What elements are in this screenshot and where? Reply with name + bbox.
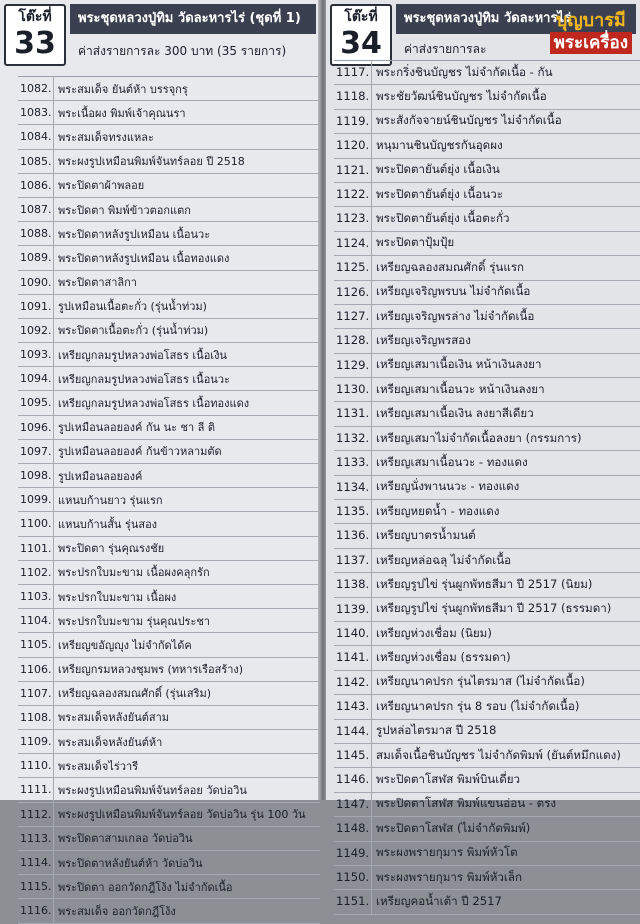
item-description: พระปิดตาโสฬส พิมพ์แขนอ่อน - ตรง [376,796,557,811]
item-number: 1097. [18,440,54,463]
item-description: หนุมานชินบัญชรกันอุดผง [376,137,503,152]
list-item [334,378,640,402]
item-description: พระปิดตาโสฬส พิมพ์บินเดี่ยว [376,772,521,787]
item-description: เหรียญหยดน้ำ - ทองแดง [376,503,500,518]
item-number: 1095. [18,391,54,414]
list-item [334,573,640,597]
list-item [334,720,640,744]
list-item [334,232,640,256]
item-description: พระปิดตาผ้าพลอย [58,179,145,193]
list-item [18,561,320,585]
table-number-badge-33 [4,4,66,66]
item-description: พระสังกัจจายน์ชินบัญชร ไม่จำกัดเนื้อ [376,113,562,128]
item-number: 1137. [334,549,372,572]
item-number: 1082. [18,77,54,100]
item-number: 1149. [334,842,372,865]
item-description: พระปิดตาปุ้มปุ้ย [376,235,455,250]
item-description: เหรียญเจริญพรสอง [376,332,471,347]
item-number: 1138. [334,573,372,596]
item-description: แหนบก้านสั้น รุ่นสอง [58,517,158,531]
list-item [334,598,640,622]
item-number: 1143. [334,695,372,718]
item-description: เหรียญเสมาไม่จำกัดเนื้อลงยา (กรรมการ) [376,430,582,445]
item-description: พระสมเด็จไร่วารี [58,759,139,773]
item-number: 1100. [18,512,54,535]
badge-label: โต๊ะที่ [18,9,52,25]
list-item [18,319,320,343]
item-description: พระปิดตาหลังยันต์ห้า วัดบ่อวิน [58,856,203,870]
list-item [18,391,320,415]
list-item [18,633,320,657]
item-description: แหนบก้านยาว รุ่นแรก [58,493,163,507]
item-description: พระปิดตา พิมพ์ข้าวตอกแตก [58,203,191,217]
item-description: พระปิดตาสามเกลอ วัดบ่อวิน [58,832,193,846]
list-item [18,609,320,633]
list-item [334,744,640,768]
item-description: พระปรกใบมะขาม เนื้อผง [58,590,177,604]
item-number: 1125. [334,256,372,279]
item-number: 1102. [18,561,54,584]
amulet-list-left [18,76,320,924]
watermark-line-2: พระเครื่อง [550,32,632,54]
item-description: พระปิดตายันต์ยุ่ง เนื้อเงิน [376,162,500,177]
list-item [334,695,640,719]
item-description: รูปเหมือนลอยองค์ กัน นะ ชา ลี ติ [58,421,216,435]
item-number: 1105. [18,633,54,656]
item-number: 1135. [334,500,372,523]
list-item [334,866,640,890]
item-number: 1110. [18,754,54,777]
list-item [334,427,640,451]
list-item [334,159,640,183]
item-number: 1087. [18,198,54,221]
item-description: พระผงรูปเหมือนพิมพ์จันทร์ลอย ปี 2518 [58,155,245,169]
list-item [18,875,320,899]
list-item [334,329,640,353]
item-number: 1092. [18,319,54,342]
item-description: พระปิดตาหลังรูปเหมือน เนื้อทองแดง [58,251,230,265]
table-number-badge-34 [330,4,392,66]
list-item [18,77,320,101]
item-description: พระผงพรายกุมาร พิมพ์หัวเล็ก [376,869,522,884]
list-item [334,61,640,85]
item-number: 1089. [18,246,54,269]
item-description: พระปิดตา รุ่นคุณรงชัย [58,542,165,556]
item-number: 1148. [334,817,372,840]
item-number: 1129. [334,354,372,377]
item-number: 1101. [18,537,54,560]
list-item [18,803,320,827]
item-description: เหรียญนาคปรก รุ่น 8 รอบ (ไม่จำกัดเนื้อ) [376,698,580,713]
list-item [334,281,640,305]
amulet-list-right [334,60,640,915]
item-number: 1131. [334,402,372,425]
list-item [18,367,320,391]
list-item [334,842,640,866]
item-description: เหรียญเสมาเนื้อเงิน ลงยาสีเดียว [376,406,534,421]
item-number: 1098. [18,464,54,487]
item-description: เหรียญขอัญญุง ไม่จำกัดได้ค [58,638,192,652]
right-header [330,4,640,66]
list-item [334,85,640,109]
item-description: พระปิดตาเนื้อตะกั่ว (รุ่นน้ำท่วม) [58,324,209,338]
list-item [18,174,320,198]
badge-number: 34 [340,26,382,61]
item-description: เหรียญคอน้ำเต้า ปี 2517 [376,893,502,908]
item-number: 1115. [18,875,54,898]
item-number: 1118. [334,85,372,108]
list-item [334,183,640,207]
list-item [18,827,320,851]
list-item [18,851,320,875]
shipping-subtitle: ค่าส่งรายการละ 300 บาท (35 รายการ) [78,44,287,58]
item-number: 1086. [18,174,54,197]
list-item [18,658,320,682]
list-item [18,246,320,270]
item-description: รูปหล่อไตรมาส ปี 2518 [376,723,497,738]
item-number: 1124. [334,232,372,255]
item-description: เหรียญห่วงเชื่อม (นิยม) [376,625,492,640]
item-description: พระชัยวัฒน์ชินบัญชร ไม่จำกัดเนื้อ [376,89,547,104]
item-description: เหรียญหล่อฉลุ ไม่จำกัดเนื้อ [376,552,512,567]
item-description: เหรียญเสมาเนื้อนวะ หน้าเงินลงยา [376,381,545,396]
item-number: 1120. [334,134,372,157]
item-description: พระปิดตาโสฬส (ไม่จำกัดพิมพ์) [376,820,531,835]
item-number: 1106. [18,658,54,681]
item-description: พระผงรูปเหมือนพิมพ์จันทร์ลอย วัดบ่อวิน รุ่น 100 วัน [58,808,306,822]
list-item [334,207,640,231]
list-item [334,500,640,524]
list-item [18,537,320,561]
list-item [334,134,640,158]
list-item [18,778,320,802]
item-number: 1119. [334,110,372,133]
item-description: เหรียญห่วงเชื่อม (ธรรมดา) [376,650,511,665]
item-description: เหรียญฉลองสมณศักดิ์ (รุ่นเสริม) [58,687,212,701]
list-item [18,295,320,319]
list-item [18,125,320,149]
item-description: เหรียญกลมรูปหลวงพ่อโสธร เนื้อเงิน [58,348,227,362]
item-number: 1141. [334,646,372,669]
item-description: เหรียญฉลองสมณศักดิ์ รุ่นแรก [376,259,525,274]
list-item [334,256,640,280]
right-page [326,0,640,909]
item-description: พระกริ่งชินบัญชร ไม่จำกัดเนื้อ - กัน [376,64,553,79]
item-number: 1093. [18,343,54,366]
item-number: 1126. [334,281,372,304]
list-item [18,416,320,440]
item-number: 1146. [334,768,372,791]
item-description: รูปเหมือนลอยองค์ [58,469,143,483]
item-number: 1085. [18,150,54,173]
item-description: สมเด็จเนื้อชินบัญชร ไม่จำกัดพิมพ์ (ยันต์หมึกแดง) [376,747,621,762]
list-item [334,451,640,475]
item-description: พระผงพรายกุมาร พิมพ์หัวโต [376,845,518,860]
item-number: 1150. [334,866,372,889]
list-item [18,730,320,754]
item-number: 1144. [334,720,372,743]
item-description: พระปิดตาสาลิกา [58,276,137,290]
list-item [334,671,640,695]
list-item [18,754,320,778]
item-description: เหรียญเสมาเนื้อเงิน หน้าเงินลงยา [376,357,542,372]
item-description: พระสมเด็จหลังยันต์สาม [58,711,169,725]
item-number: 1108. [18,706,54,729]
item-description: เหรียญเจริญพรล่าง ไม่จำกัดเนื้อ [376,308,535,323]
item-description: เหรียญนั่งพานนวะ - ทองแดง [376,479,520,494]
item-number: 1103. [18,585,54,608]
item-description: เหรียญบาตรน้ำมนต์ [376,528,476,543]
list-item [18,271,320,295]
list-item [18,101,320,125]
item-number: 1104. [18,609,54,632]
badge-number: 33 [14,26,56,61]
item-number: 1133. [334,451,372,474]
watermark-line-1: บุญบารมี [555,10,626,31]
list-item [334,549,640,573]
item-description: เหรียญรูปไข่ รุ่นผูกพัทธสีมา ปี 2517 (นิยม) [376,576,593,591]
list-item [334,768,640,792]
item-description: เหรียญนาคปรก รุ่นไตรมาส (ไม่จำกัดเนื้อ) [376,674,585,689]
item-description: เหรียญกลมรูปหลวงพ่อโสธร เนื้อทองแดง [58,397,250,411]
item-number: 1132. [334,427,372,450]
item-number: 1130. [334,378,372,401]
item-number: 1091. [18,295,54,318]
list-item [334,524,640,548]
item-number: 1099. [18,488,54,511]
item-description: เหรียญรูปไข่ รุ่นผูกพัทธสีมา ปี 2517 (ธรรมดา) [376,601,612,616]
item-number: 1151. [334,890,372,913]
item-description: พระปรกใบมะขาม รุ่นคุณประชา [58,614,211,628]
item-description: รูปเหมือนลอยองค์ ก้นข้าวหลามตัด [58,445,222,459]
list-item [18,585,320,609]
item-number: 1113. [18,827,54,850]
item-description: พระสมเด็จ ออกวัดกฎีโง้ง [58,904,176,918]
list-item [334,793,640,817]
item-number: 1121. [334,159,372,182]
item-description: พระสมเด็จหลังยันต์ห้า [58,735,163,749]
item-number: 1112. [18,803,54,826]
list-item [18,512,320,536]
item-number: 1114. [18,851,54,874]
list-item [334,305,640,329]
left-header [4,4,320,66]
item-number: 1084. [18,125,54,148]
list-item [18,682,320,706]
item-number: 1147. [334,793,372,816]
item-description: พระเนื้อผง พิมพ์เจ้าคุณนรา [58,106,186,120]
list-item [334,354,640,378]
item-number: 1096. [18,416,54,439]
item-number: 1122. [334,183,372,206]
list-item [18,343,320,367]
item-description: พระผงรูปเหมือนพิมพ์จันทร์ลอย วัดบ่อวิน [58,784,247,798]
item-number: 1117. [334,61,372,84]
shop-watermark-logo [550,10,632,54]
left-page [0,0,320,918]
list-item [18,488,320,512]
list-item [334,110,640,134]
item-number: 1094. [18,367,54,390]
item-number: 1127. [334,305,372,328]
list-item [18,899,320,923]
list-item [18,198,320,222]
item-number: 1107. [18,682,54,705]
item-number: 1083. [18,101,54,124]
list-item [334,646,640,670]
list-item [334,402,640,426]
shipping-subtitle: ค่าส่งรายการละ [404,42,487,56]
item-number: 1145. [334,744,372,767]
list-item [334,890,640,914]
item-description: เหรียญเจริญพรบน ไม่จำกัดเนื้อ [376,284,531,299]
item-number: 1128. [334,329,372,352]
item-description: เหรียญเสมาเนื้อนวะ - ทองแดง [376,454,528,469]
item-number: 1134. [334,476,372,499]
list-item [18,150,320,174]
item-description: เหรียญกลมรูปหลวงพ่อโสธร เนื้อนวะ [58,372,230,386]
item-description: เหรียญกรมหลวงชุมพร (ทหารเรือสร้าง) [58,663,244,677]
list-item [334,476,640,500]
item-description: พระสมเด็จ ยันต์ห้า บรรจุกรุ [58,82,188,96]
item-number: 1123. [334,207,372,230]
list-item [334,817,640,841]
item-description: พระปิดตายันต์ยุ่ง เนื้อนวะ [376,186,503,201]
item-number: 1111. [18,778,54,801]
item-description: รูปเหมือนเนื้อตะกั่ว (รุ่นน้ำท่วม) [58,300,207,314]
page-title: พระชุดหลวงปู่ทิม วัดละหารไร่ [396,4,636,34]
item-description: พระปิดตายันต์ยุ่ง เนื้อตะกั่ว [376,211,510,226]
item-number: 1136. [334,524,372,547]
item-description: พระปิดตา ออกวัดกฎีโง้ง ไม่จำกัดเนื้อ [58,880,233,894]
item-number: 1116. [18,899,54,922]
item-number: 1090. [18,271,54,294]
item-description: พระปรกใบมะขาม เนื้อผงคลุกรัก [58,566,210,580]
item-description: พระสมเด็จทรงแหละ [58,130,154,144]
item-number: 1142. [334,671,372,694]
page-title: พระชุดหลวงปู่ทิม วัดละหารไร่ (ชุดที่ 1) [70,4,316,34]
item-description: พระปิดตาหลังรูปเหมือน เนื้อนวะ [58,227,211,241]
item-number: 1109. [18,730,54,753]
list-item [18,464,320,488]
list-item [18,222,320,246]
list-item [18,706,320,730]
list-item [18,440,320,464]
list-item [334,622,640,646]
item-number: 1088. [18,222,54,245]
item-number: 1139. [334,598,372,621]
badge-label: โต๊ะที่ [344,9,378,25]
item-number: 1140. [334,622,372,645]
